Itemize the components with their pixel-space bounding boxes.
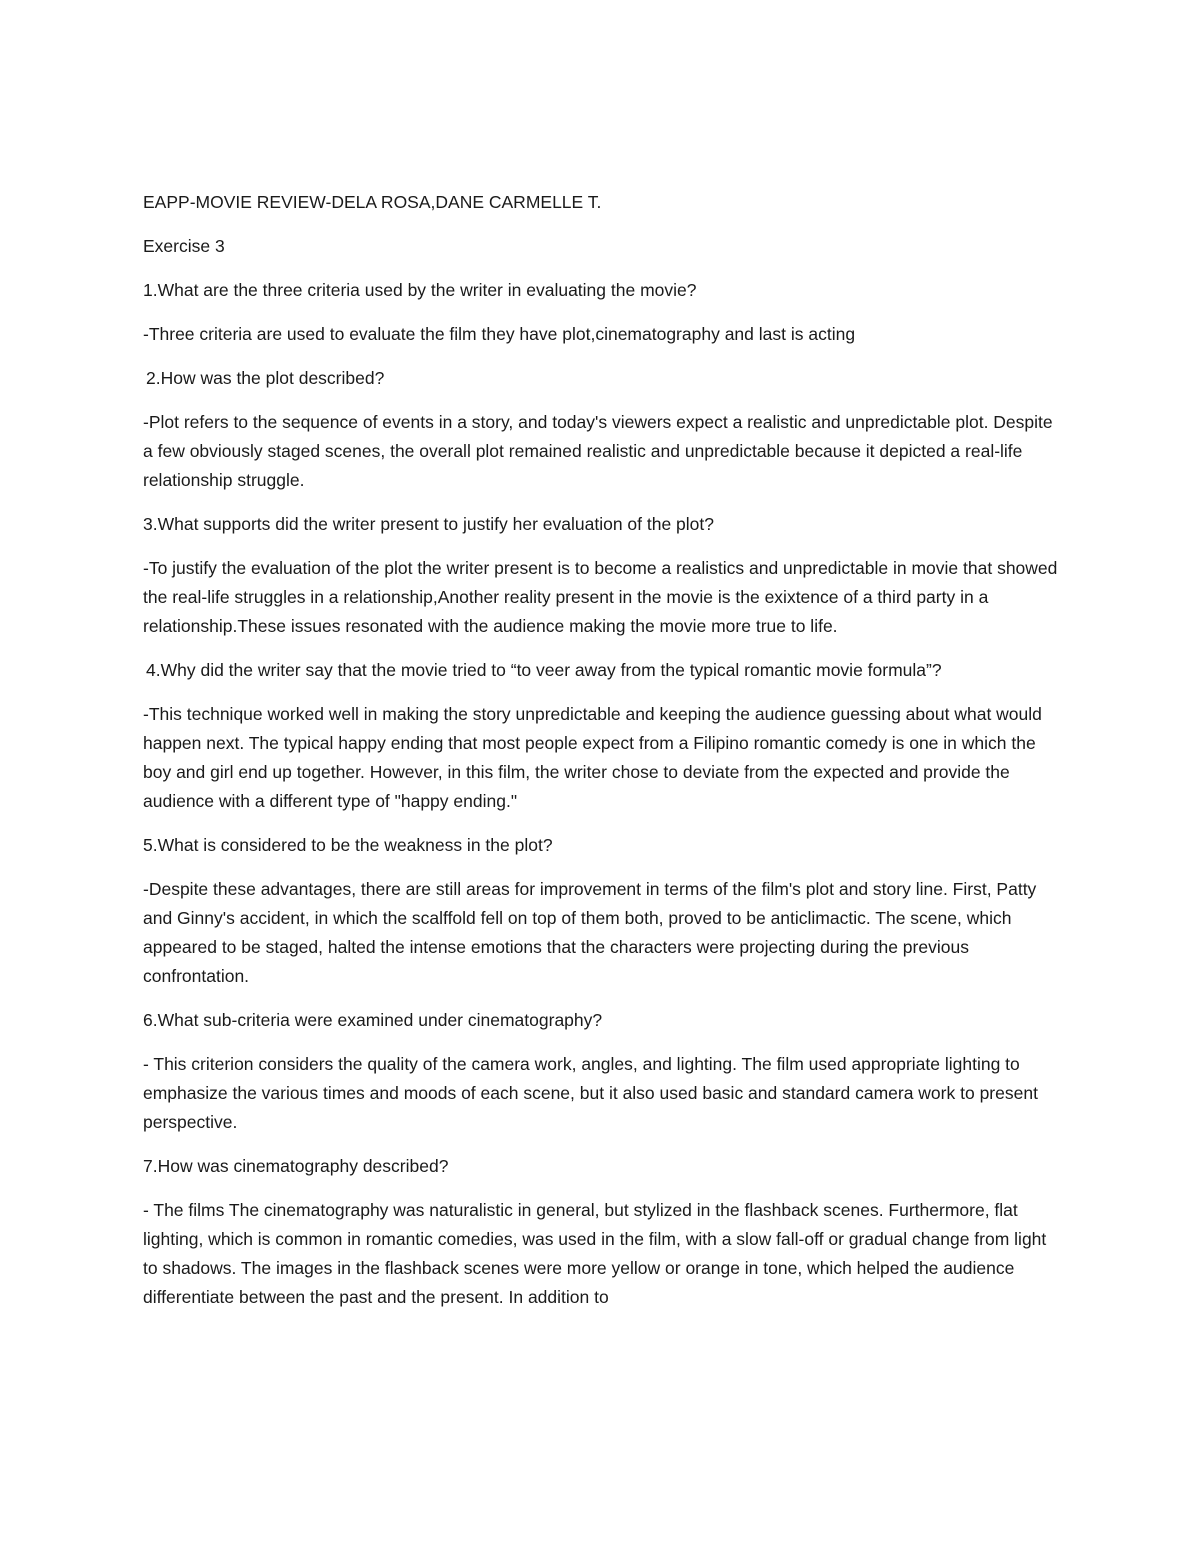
question-5: 5.What is considered to be the weakness in the plot? <box>143 835 553 855</box>
question-1: 1.What are the three criteria used by the writer in evaluating the movie? <box>143 280 697 300</box>
answer-6: - This criterion considers the quality of the camera work, angles, and lighting. The film used appropriate lighting to emphasize the various times and moods of each scene, but it also used basic and standard camera work to present perspective. <box>143 1054 1038 1132</box>
answer-4: -This technique worked well in making the story unpredictable and keeping the audience guessing about what would happen next. The typical happy ending that most people expect from a Filipino romantic comedy is one in which the boy and girl end up together. However, in this film, the writer chose to deviate from the expected and provide the audience with a different type of "happy ending." <box>143 704 1042 811</box>
question-3: 3.What supports did the writer present to justify her evaluation of the plot? <box>143 514 715 534</box>
answer-7: - The films The cinematography was naturalistic in general, but stylized in the flashback scenes. Furthermore, flat lighting, which is common in romantic comedies, was used in the film, with a slow fall-off or gradual change from light to shadows. The images in the flashback scenes were more yellow or orange in tone, which helped the audience differentiate between the past and the present. In addition to <box>143 1200 1047 1307</box>
document-header: EAPP-MOVIE REVIEW-DELA ROSA,DANE CARMELLE T. <box>143 192 602 212</box>
question-2: 2.How was the plot described? <box>146 368 385 388</box>
question-6: 6.What sub-criteria were examined under cinematography? <box>143 1010 603 1030</box>
answer-2: -Plot refers to the sequence of events in a story, and today's viewers expect a realistic and unpredictable plot. Despite a few obviously staged scenes, the overall plot remained realistic and unpredictable because it depicted a real-life relationship struggle. <box>143 412 1053 490</box>
question-4: 4.Why did the writer say that the movie tried to “to veer away from the typical romantic movie formula”? <box>146 660 942 680</box>
answer-3: -To justify the evaluation of the plot the writer present is to become a realistics and unpredictable in movie that showed the real-life struggles in a relationship,Another reality present in the movie is the exixtence of a third party in a relationship.These issues resonated with the audience making the movie more true to life. <box>143 558 1058 636</box>
answer-1: -Three criteria are used to evaluate the film they have plot,cinematography and last is acting <box>143 324 856 344</box>
answer-5: -Despite these advantages, there are still areas for improvement in terms of the film's plot and story line. First, Patty and Ginny's accident, in which the scalffold fell on top of them both, proved to be anticlimactic. The scene, which appeared to be staged, halted the intense emotions that the characters were projecting during the previous confrontation. <box>143 879 1037 986</box>
exercise-title: Exercise 3 <box>143 236 225 256</box>
document-body <box>143 188 1063 1327</box>
question-7: 7.How was cinematography described? <box>143 1156 449 1176</box>
